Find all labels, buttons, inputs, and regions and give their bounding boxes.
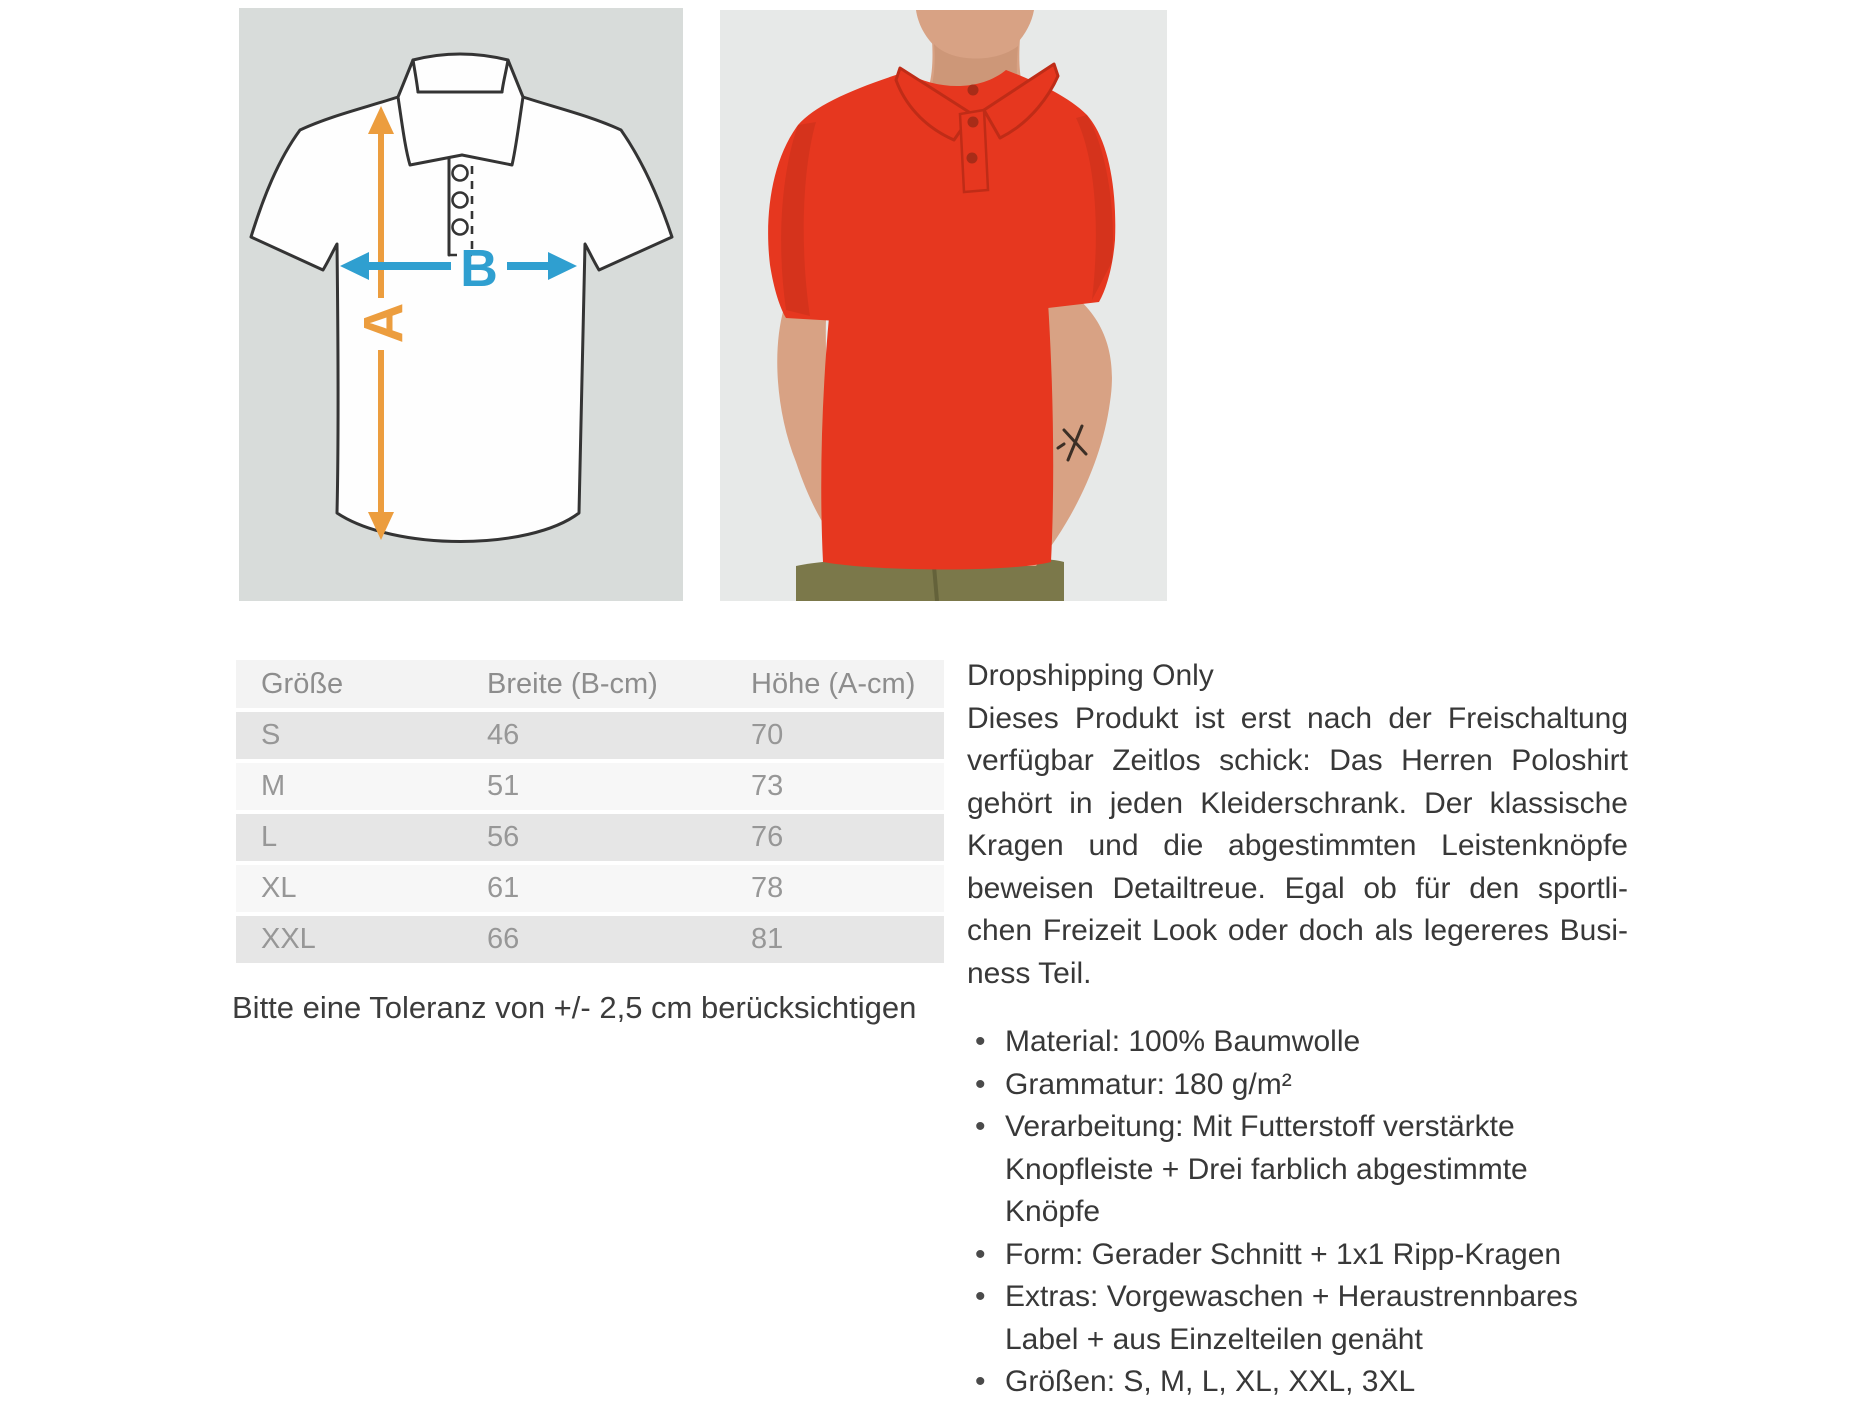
cell-size: XXL: [261, 923, 316, 955]
size-table-row: [236, 916, 944, 963]
cell-size: S: [261, 719, 281, 751]
polo-measurement-diagram: [239, 8, 683, 601]
model-photo-illustration: [720, 10, 1167, 601]
cell-height: 70: [751, 719, 784, 751]
bullet-list-item: [967, 1276, 1628, 1361]
tolerance-note: Bitte eine Toleranz von +/- 2,5 cm berücksichtigen: [232, 990, 917, 1025]
description-heading: Dropshipping Only: [967, 659, 1214, 692]
cell-width: 56: [487, 821, 520, 853]
paragraph-line: beweisen Detailtreue. Egal ob für den sportli-: [967, 871, 1628, 905]
cell-size: M: [261, 770, 286, 802]
bullet-text: Form: Gerader Schnitt + 1x1 Ripp-Kragen: [1005, 1237, 1562, 1271]
column-header-width: Breite (B-cm): [487, 668, 658, 700]
size-table: [236, 660, 944, 967]
bullet-list-item: [967, 1234, 1628, 1277]
size-diagram-panel: [239, 8, 683, 601]
button-circles: [453, 166, 468, 235]
size-table-row: [236, 763, 944, 810]
paragraph-line: ness Teil.: [967, 956, 1092, 990]
size-table-header-row: [236, 660, 944, 708]
size-table-row: [236, 814, 944, 861]
bullet-list-item: [967, 1064, 1628, 1107]
size-table-body: [236, 712, 944, 963]
description-paragraph: [967, 698, 1628, 996]
paragraph-line: Kragen und die abgestimmten Leistenknöpfe: [967, 829, 1628, 862]
cell-size: L: [261, 821, 278, 853]
bullet-text: Verarbeitung: Mit Futterstoff verstärkte Knopfleiste + Drei farblich abgestimmte Knöpfe: [1005, 1110, 1528, 1228]
paragraph-line: verfügbar Zeitlos schick: Das Herren Poloshirt: [967, 744, 1628, 777]
bullet-list-item: [967, 1021, 1628, 1064]
size-table-row: [236, 712, 944, 759]
bullet-list-item: [967, 1106, 1628, 1234]
cell-width: 61: [487, 872, 520, 904]
column-header-size: Größe: [261, 668, 344, 700]
paragraph-line: Dieses Produkt ist erst nach der Freischaltung: [967, 701, 1628, 735]
column-header-height: Höhe (A-cm): [751, 668, 916, 700]
paragraph-line: gehört in jeden Kleiderschrank. Der klassische: [967, 786, 1628, 820]
size-table-row: [236, 865, 944, 912]
cell-height: 73: [751, 770, 784, 802]
bullet-text: Extras: Vorgewaschen + Heraustrennbares Label + aus Einzelteilen genäht: [1005, 1280, 1578, 1356]
bullet-text: Größen: S, M, L, XL, XXL, 3XL: [1005, 1365, 1416, 1398]
bullet-text: Grammatur: 180 g/m²: [1005, 1067, 1292, 1101]
product-description: [967, 655, 1628, 1404]
paragraph-line: chen Freizeit Look oder doch als legereres Busi-: [967, 914, 1628, 947]
cell-height: 76: [751, 821, 784, 853]
cell-height: 78: [751, 872, 784, 904]
label-a: A: [351, 302, 415, 344]
feature-bullet-list: [967, 1021, 1628, 1404]
cell-width: 66: [487, 923, 520, 955]
cell-height: 81: [751, 923, 784, 955]
bullet-text: Material: 100% Baumwolle: [1005, 1025, 1361, 1058]
label-b: B: [460, 240, 498, 298]
cell-width: 51: [487, 770, 520, 802]
bullet-list-item: [967, 1361, 1628, 1404]
cell-size: XL: [261, 872, 297, 904]
cell-width: 46: [487, 719, 520, 751]
product-photo-panel: [720, 10, 1167, 601]
